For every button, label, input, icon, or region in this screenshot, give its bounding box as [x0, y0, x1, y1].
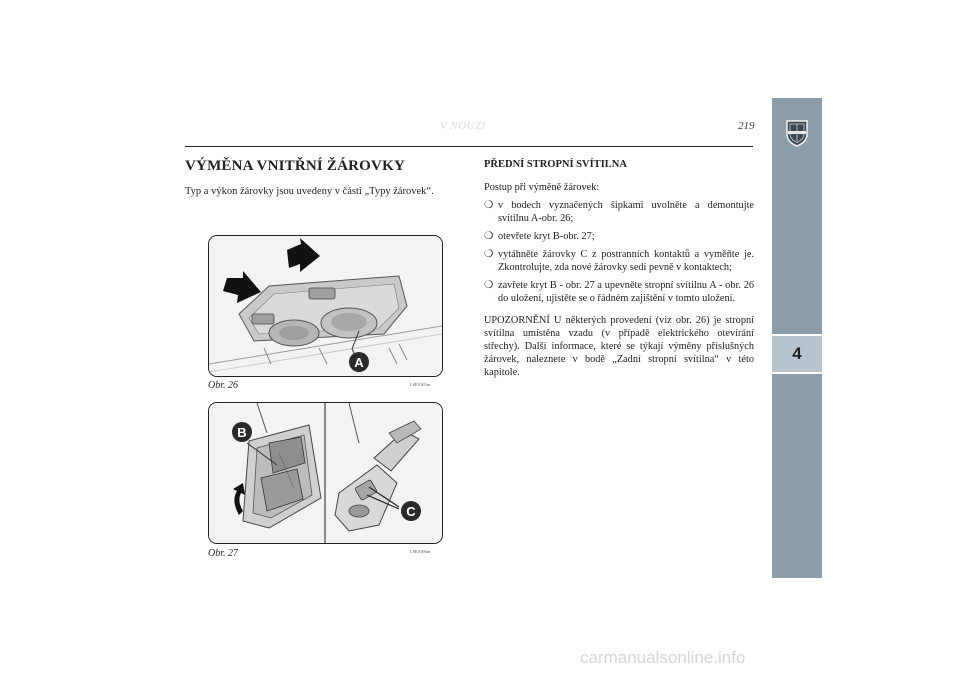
- callout-b-label: B: [237, 425, 247, 440]
- figure-27-code: L0E0166m: [410, 549, 431, 554]
- bullet-circle-icon: ❍: [484, 249, 494, 260]
- list-item-text: vytáhněte žárovky C z postranních kontaktů a vyměňte je. Zkontrolujte, zda nové žárovky sedí pevně v kontaktech;: [498, 249, 754, 273]
- list-item-text: zavřete kryt B - obr. 27 a upevněte stropní svítilnu A - obr. 26 do uložení, ujistěte se o řádném zajištění v tomto uložení.: [498, 280, 754, 304]
- procedure-lead: Postup při výměně žárovek:: [484, 182, 600, 193]
- page-number: 219: [738, 120, 755, 132]
- figure-27-illustration: [208, 402, 443, 544]
- callout-c-label: C: [406, 504, 416, 519]
- list-item: [484, 230, 754, 243]
- site-watermark: carmanualsonline.info: [580, 648, 746, 667]
- bullet-circle-icon: ❍: [484, 280, 494, 291]
- right-column: [484, 158, 754, 384]
- bullet-circle-icon: ❍: [484, 200, 494, 211]
- subsection-title: PŘEDNÍ STROPNÍ SVÍTILNA: [484, 159, 627, 170]
- bullet-circle-icon: ❍: [484, 231, 494, 242]
- warning-note: UPOZORNĚNÍ U některých provedení (viz obr. 26) je stropní svítilna umístěna vzadu (v případě elektrického otevírání střechy). Další informace, které se týkají výměny příslušných žárovek, naleznete v bodě „Zadní stropní svítilna“ v této kapitole.: [484, 315, 754, 378]
- chapter-side-tab: [772, 98, 822, 578]
- list-item: [484, 279, 754, 305]
- running-head: V NOUZI: [440, 120, 486, 132]
- list-item-text: otevřete kryt B-obr. 27;: [498, 231, 595, 242]
- callout-a-label: A: [354, 355, 364, 370]
- lancia-logo-icon: [783, 118, 811, 148]
- figure-26-code: L0E0165m: [410, 382, 431, 387]
- figure-27-caption: Obr. 27: [208, 548, 239, 559]
- list-item: [484, 248, 754, 274]
- list-item-text: v bodech vyznačených šipkami uvolněte a demontujte svítilnu A-obr. 26;: [498, 200, 754, 224]
- intro-text: Typ a výkon žárovky jsou uvedeny v části „Typy žárovek“.: [185, 186, 434, 197]
- left-column: [185, 158, 455, 199]
- section-title: VÝMĚNA VNITŘNÍ ŽÁROVKY: [185, 158, 405, 174]
- header-rule: [185, 146, 753, 147]
- chapter-number[interactable]: 4: [772, 334, 822, 374]
- figure-26-caption: Obr. 26: [208, 380, 239, 391]
- list-item: [484, 199, 754, 225]
- figure-26-illustration: [208, 235, 443, 377]
